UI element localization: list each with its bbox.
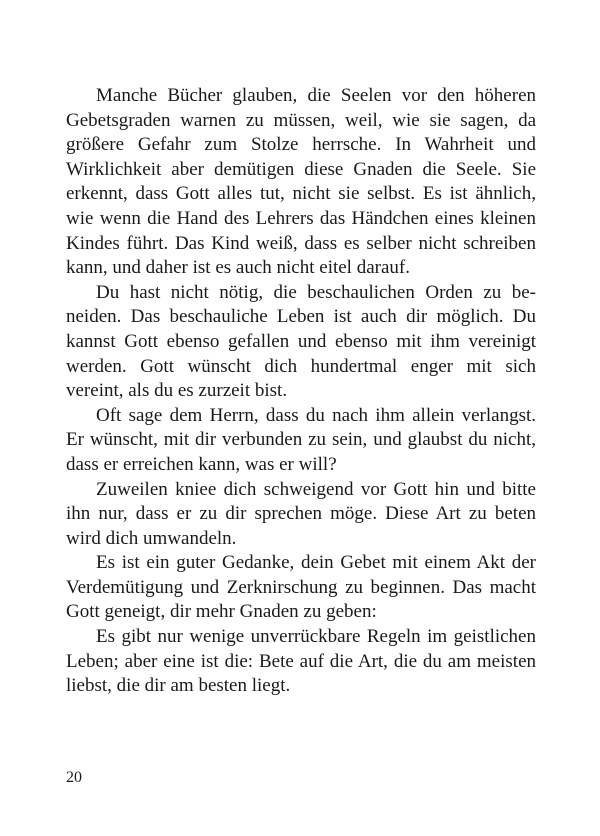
page-number: 20 [66,769,82,786]
paragraph: Oft sage dem Herrn, dass du nach ihm allein verlangst. Er wünscht, mit dir verbunden zu sein, und glaubst du nicht, dass er erreichen kann, was er will? [66,404,536,475]
paragraph: Es gibt nur wenige unverrückbare Regeln im geistlichen Leben; aber eine ist die: Bete auf die Art, die du am meisten liebst, die dir am besten liegt. [66,626,536,697]
paragraph: Zuweilen kniee dich schweigend vor Gott hin und bitte ihn nur, dass er zu dir sprechen möge. Diese Art zu beten wird dich umwandeln. [66,478,536,549]
body-text [66,84,536,699]
paragraph: Du hast nicht nötig, die beschaulichen Orden zu beneiden. Das beschauliche Leben ist auch dir möglich. Du kannst Gott ebenso gefallen und ebenso mit ihm vereinigt werden. Gott wünscht dich hundertmal enger mit sich vereint, als du es zurzeit bist. [66,281,536,402]
paragraph: Es ist ein guter Gedanke, dein Gebet mit einem Akt der Verdemütigung und Zerknirschung zu beginnen. Das macht Gott geneigt, dir mehr Gnaden zu geben: [66,552,536,623]
paragraph: Manche Bücher glauben, die Seelen vor den höheren Gebetsgraden warnen zu müssen, weil, wie sie sagen, da größere Gefahr zum Stolze herrsche. In Wahrheit und Wirklichkeit aber demütigen diese Gnaden die Seele. Sie erkennt, dass Gott alles tut, nicht sie selbst. Es ist ähnlich, wie wenn die Hand des Lehrers das Händchen eines kleinen Kindes führt. Das Kind weiß, dass es selber nicht schreiben kann, und daher ist es auch nicht eitel darauf. [66,85,536,279]
